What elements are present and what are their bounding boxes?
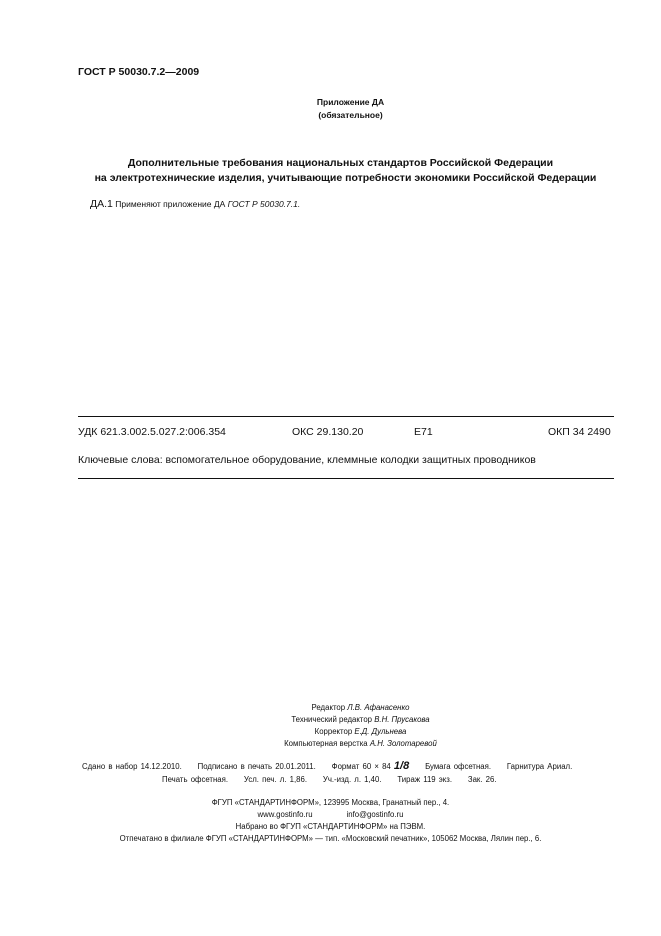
proofreader-label: Корректор [314,727,353,736]
document-code: ГОСТ Р 50030.7.2—2009 [78,66,200,78]
udk-code: УДК 621.3.002.5.027.2:006.354 [78,426,226,438]
printed-sheets: Усл. печ. л. 1,86. [243,775,308,784]
publisher-email[interactable]: info@gostinfo.ru [346,810,404,819]
requirements-title-line2: на электротехнические изделия, учитывающие потребности экономики Российской Федерации [94,172,597,184]
publisher-site[interactable]: www.gostinfo.ru [257,810,313,819]
paper-type: Бумага офсетная. [425,762,492,771]
layout-label: Компьютерная верстка [284,739,368,748]
font-type: Гарнитура Ариал. [506,762,573,771]
print-run: Тираж 119 экз. [397,775,453,784]
imprint-line1 [82,762,572,771]
bottom-divider [78,478,614,479]
publisher-address: ФГУП «СТАНДАРТИНФОРМ», 123995 Москва, Гранатный пер., 4. [211,798,450,807]
clause-reference: ГОСТ Р 50030.7.1. [227,199,301,209]
editor-name: Л.В. Афанасенко [347,703,410,712]
tech-editor-label: Технический редактор [291,715,373,724]
clause-text: Применяют приложение ДА [115,199,226,209]
requirements-title-line1: Дополнительные требования национальных стандартов Российской Федерации [127,157,554,169]
signed-date: Подписано в печать 20.01.2011. [197,762,316,771]
editor-line [30,703,661,712]
layout-name: А.Н. Золотаревой [369,739,437,748]
format-fraction: 1/8 [393,760,410,772]
printed-note: Отпечатано в филиале ФГУП «СТАНДАРТИНФОРМ» — тип. «Московский печатник», 105062 Москва, Лялин пер., 6. [119,834,542,843]
publisher-contacts [0,810,661,819]
appendix-title: Приложение ДА [316,97,385,107]
print-type: Печать офсетная. [162,775,229,784]
tech-editor-name: В.Н. Прусакова [374,715,430,724]
editor-label: Редактор [311,703,346,712]
top-divider [78,416,614,417]
oks-code: ОКС 29.130.20 [292,426,364,438]
proofreader-line [30,727,661,736]
order-number: Зак. 26. [467,775,497,784]
typeset-note: Набрано во ФГУП «СТАНДАРТИНФОРМ» на ПЭВМ. [235,822,426,831]
ek-code: E71 [414,426,433,438]
layout-line [30,739,661,748]
proofreader-name: Е.Д. Дульнева [354,727,407,736]
keywords: Ключевые слова: вспомогательное оборудование, клеммные колодки защитных проводников [78,454,536,466]
typeset-date: Сдано в набор 14.12.2010. [82,762,182,771]
appendix-status: (обязательное) [318,110,383,120]
clause-number: ДА.1 [90,198,113,210]
tech-editor-line [30,715,661,724]
okp-code: ОКП 34 2490 [548,426,611,438]
format-prefix: Формат 60 × 84 [331,762,391,771]
publisher-sheets: Уч.-изд. л. 1,40. [322,775,382,784]
imprint-line2 [162,775,497,784]
clause-da1 [90,198,300,210]
